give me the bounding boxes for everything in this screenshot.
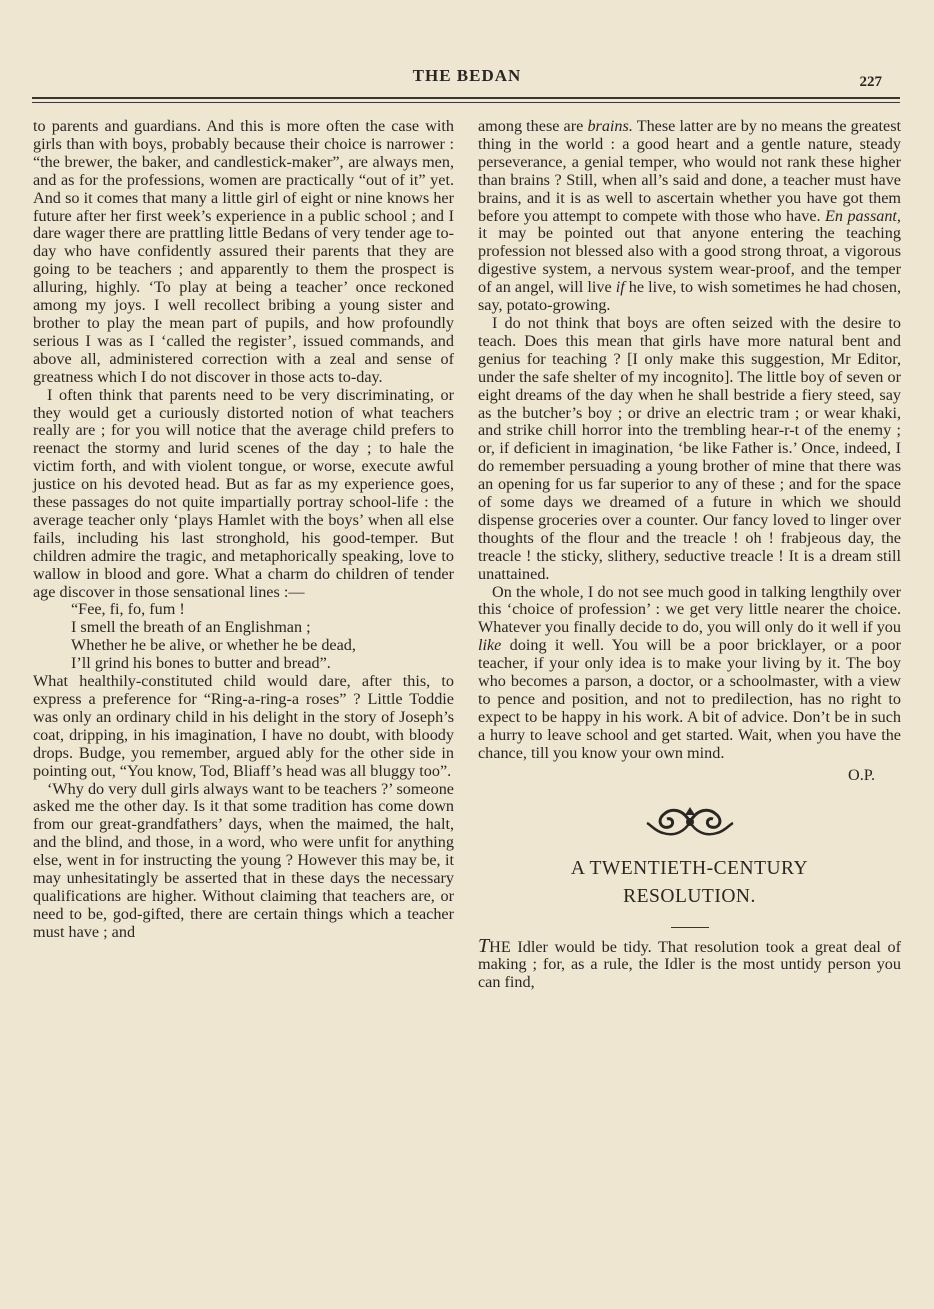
header-rule-thin bbox=[32, 102, 900, 103]
verse-block bbox=[71, 601, 454, 673]
header-rule-thick bbox=[32, 97, 900, 99]
paragraph: On the whole, I do not see much good in talking lengthily over this ‘choice of profession’ : we get very little nearer the choice. Whatever you finally decide to do, you will only do it well if you like doing it well. You will be a poor bricklayer, or a poor teacher, if your only idea is to make your living by it. The boy who becomes a parson, a doctor, or a schoolmaster, with a view to pence and position, and not to predilection, has no right to expect to be happy in his work. A bit of advice. Don’t be in such a hurry to leave school and get started. Wait, when you have the chance, till you know your own mind. bbox=[478, 582, 901, 762]
paragraph: What healthily-constituted child would dare, after this, to express a preference for “Ring-a-ring-a roses” ? Little Toddie was only an ordinary child in his delight in the story of Joseph’s coat, dripping, in his imagination, I have no doubt, with bloody drops. Budge, you remember, argued ably for the other side in pointing out, “You know, Tod, Bliaff’s head was all bluggy too”. bbox=[33, 672, 454, 780]
verse-line: I smell the breath of an Englishman ; bbox=[71, 618, 311, 637]
verse-line: “Fee, fi, fo, fum ! bbox=[71, 600, 185, 619]
verse-line: I’ll grind his bones to butter and bread”. bbox=[71, 654, 331, 673]
emphasis-text: brains. bbox=[587, 117, 633, 135]
title-rule bbox=[671, 927, 709, 928]
article-opening-paragraph: THE Idler would be tidy. That resolution took a great deal of making ; for, as a rule, the Idler is the most untidy person you can find, bbox=[478, 934, 901, 992]
left-column bbox=[33, 118, 454, 942]
author-signature: O.P. bbox=[848, 765, 875, 784]
verse-line: Whether he be alive, or whether he be dead, bbox=[71, 636, 356, 655]
running-header-title: THE BEDAN bbox=[412, 66, 522, 85]
right-column bbox=[478, 118, 901, 992]
floral-ornament-icon bbox=[478, 803, 901, 841]
paragraph: I often think that parents need to be very discriminating, or they would get a curiously distorted notion of what teachers really are ; for you will notice that the average child prefers to reenact the stormy and lurid scenes of the day ; to hale the victim forth, and with violent tongue, or worse, execute awful justice on his devoted head. But as far as my experience goes, these passages do not quite impartially portray school-life : the average teacher only ‘plays Hamlet with the boys’ when all else fails, including his last stronghold, his good-temper. But children admire the tragic, and metaphorically speaking, love to wallow in blood and gore. What a charm do children of tender age discover in those sensational lines :— bbox=[33, 385, 454, 601]
article-title-line: RESOLUTION. bbox=[623, 885, 756, 907]
page-number: 227 bbox=[859, 74, 882, 90]
article-title-line: A TWENTIETH-CENTURY bbox=[570, 857, 809, 879]
paragraph: ‘Why do very dull girls always want to be teachers ?’ someone asked me the other day. Is it that some tradition has come down from our great-grandfathers’ days, when the maimed, the halt, and the blind, and those, in a word, who were unfit for anything else, went in for instructing the young ? However this may be, it may unhesitatingly be asserted that in these days the necessary qualifications are higher. Without claiming that teachers are, or need to be, god-gifted, there are certain things which a teacher must have ; and bbox=[33, 779, 454, 941]
emphasis-text: En passant, bbox=[825, 206, 901, 225]
emphasis-text: like bbox=[478, 636, 502, 655]
paragraph: to parents and guardians. And this is more often the case with girls than with boys, probably because their choice is narrower : “the brewer, the baker, and candlestick-maker”, are always men, and as for the professions, women are practically “out of it” yet. And so it comes that many a little girl of eight or nine knows her future after her first week’s experience in a public school ; and I dare wager there are prattling little Bedans of very tender age to-day who have confidently assured their parents that they are going to be teachers ; and apparently to them the prospect is alluring, highly. ‘To play at being a teacher’ once reckoned among my joys. I well recollect bribing a young sister and brother to play the mean part of pupils, and how profoundly serious I was as I ‘called the register’, issued commands, and above all, administered correction with a zeal and sense of greatness which I do not discover in those acts to-day. bbox=[33, 117, 454, 386]
paragraph: I do not think that boys are often seized with the desire to teach. Does this mean that girls have more natural bent and genius for teaching ? [I only make this suggestion, Mr Editor, under the safe shelter of my incognito]. The little boy of seven or eight dreams of the day when he shall bestride a fiery steed, say as the butcher’s boy ; or drive an electric tram ; or wear khaki, and strike chill horror into the trembling hear-r-t of the enemy ; or, if deficient in imagination, ‘be like Father is.’ Once, indeed, I do remember persuading a young brother of mine that there was an opening for us far superior to any of these ; and for the space of some days we dreamed of a future in which we should dispense groceries over a counter. Our fancy loved to linger over thoughts of the flour and the treacle ! oh ! frabjeous day, the treacle ! the sticky, slithery, seductive treacle ! It is a dream still unattained. bbox=[478, 313, 901, 583]
emphasis-text: if bbox=[615, 278, 625, 297]
paragraph: among these are brains. These latter are by no means the greatest thing in the world : a good heart and a gentle nature, steady perseverance, a genial temper, who would not rank these higher than brains ? Still, when all’s said and done, a teacher must have brains, and it is as well to ascertain whether you have got them before you attempt to compete with those who have. En passant, it may be pointed out that anyone entering the teaching profession not blessed also with a good strong throat, a vigorous digestive system, a nervous system wear-proof, and the temper of an angel, will live if he live, to wish sometimes he had chosen, say, potato-growing. bbox=[478, 117, 902, 315]
drop-cap: T bbox=[478, 934, 490, 957]
